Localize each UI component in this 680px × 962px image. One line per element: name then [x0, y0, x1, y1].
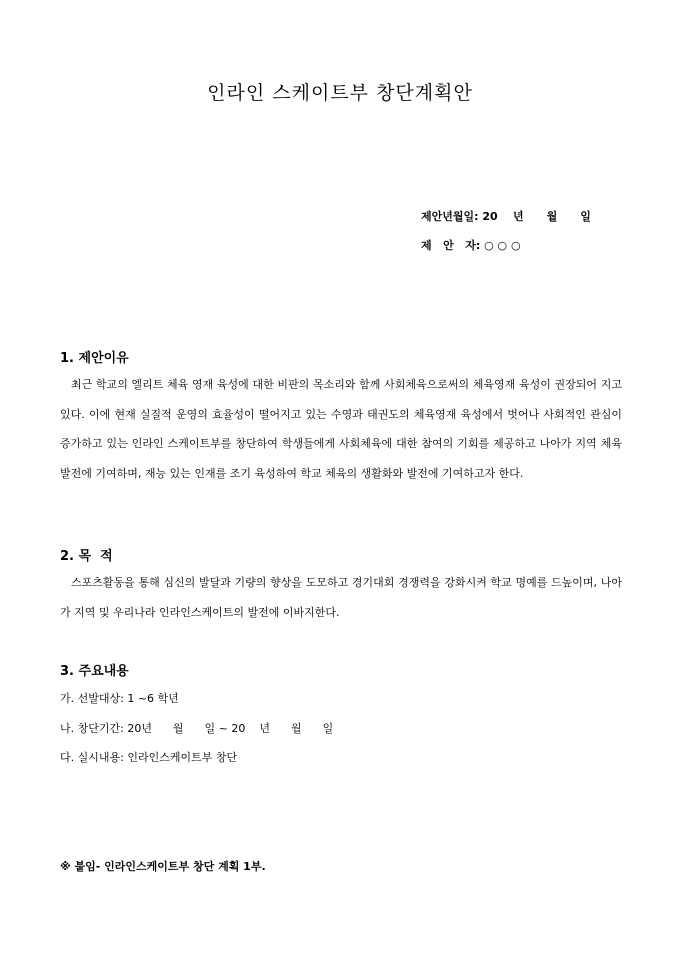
section-body-purpose: 스포츠활동을 통해 심신의 발달과 기량의 향상을 도모하고 경기대회 경쟁력을 강화시켜 학교 명예를 드높이며, 나아가 지역 및 우리나라 인라인스케이트의 발전에 이바지한다.: [60, 576, 622, 619]
proposer: [421, 237, 521, 253]
proposer-label: 제 안 자:: [421, 239, 481, 252]
proposal-date-label: 제안년월일:: [421, 210, 479, 223]
proposer-value: ○ ○ ○: [484, 239, 521, 252]
list-item-content: 다. 실시내용: 인라인스케이트부 창단: [60, 751, 238, 764]
section-heading-purpose: 2. 목 적: [60, 549, 113, 564]
section-heading-reason: 1. 제안이유: [60, 351, 129, 366]
document-title: 인라인 스케이트부 창단계획안: [207, 82, 473, 104]
list-item-target: 가. 선발대상: 1 ~6 학년: [60, 692, 179, 705]
list-item-period: 나. 창단기간: 20년 월 일 ~ 20 년 월 일: [60, 722, 334, 735]
proposal-date: [421, 208, 591, 224]
proposal-date-value: 20 년 월 일: [482, 210, 591, 223]
attachment-note: ※ 붙임- 인라인스케이트부 창단 계획 1부.: [60, 860, 266, 873]
section-heading-contents: 3. 주요내용: [60, 664, 129, 679]
section-body-reason: 최근 학교의 엘리트 체육 영재 육성에 대한 비판의 목소리와 함께 사회체육으로써의 체육영재 육성이 권장되어 지고 있다. 이에 현재 실질적 운영의 효율성이 떨어지고 있는 수영과 태권도의 체육영재 육성에서 벗어나 사회적인 관심이 증가하고 있는 인라인 스케이트부를 창단하여 학생들에게 사회체육에 대한 참여의 기회를 제공하고 나아가 지역 체육발전에 기여하며, 재능 있는 인재를 조기 육성하여 학교 체육의 생활화와 발전에 기여하고자 한다.: [60, 378, 622, 480]
